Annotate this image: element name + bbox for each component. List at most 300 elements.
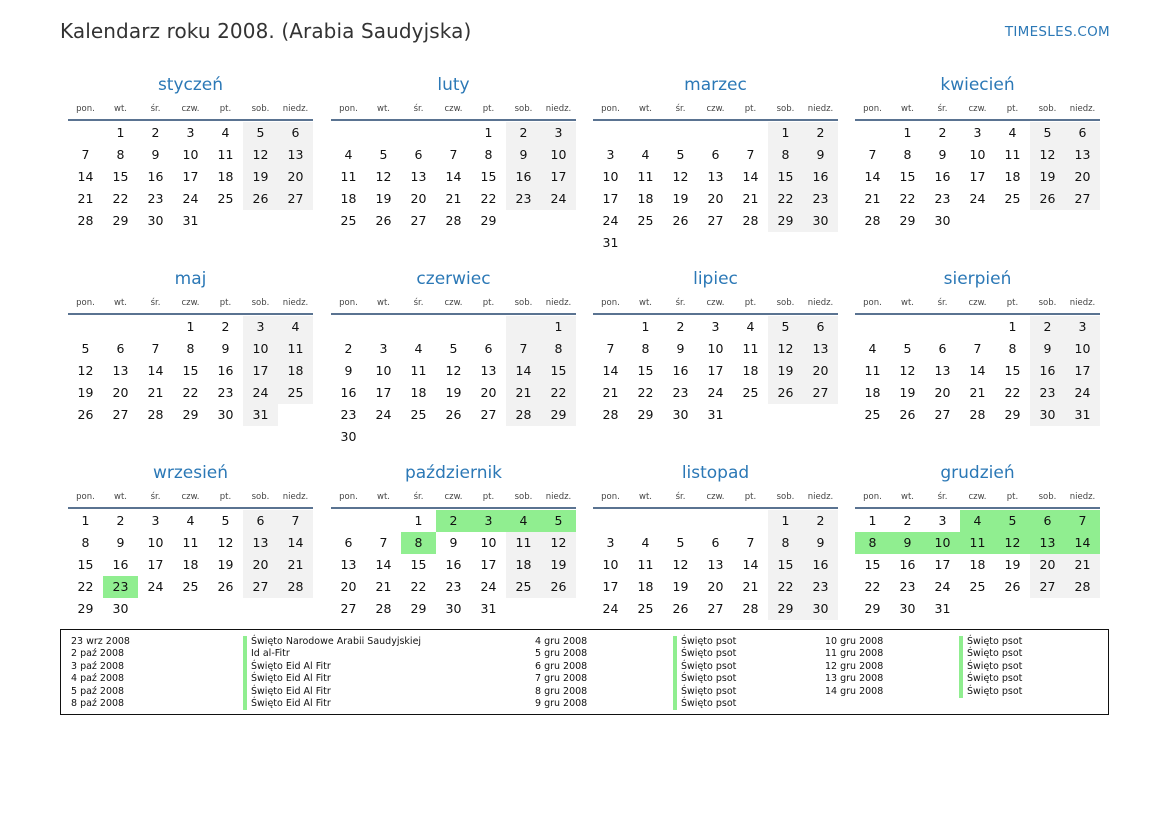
holiday-name: Święto psot xyxy=(959,648,1022,660)
day-cell: 1 xyxy=(641,319,650,334)
day-cell: 16 xyxy=(112,557,129,572)
day-cell: 10 xyxy=(602,169,619,184)
weekday-label: sob. xyxy=(1038,492,1057,502)
weekday-label: pon. xyxy=(76,298,95,308)
day-cell: 16 xyxy=(803,166,838,188)
day-cell: 7 xyxy=(1065,510,1100,532)
day-cell: 10 xyxy=(969,147,986,162)
empty-cell xyxy=(960,316,995,338)
day-cell: 8 xyxy=(903,147,912,162)
day-cell: 5 xyxy=(768,316,803,338)
weekday-label: śr. xyxy=(413,492,424,502)
day-cell: 22 xyxy=(182,385,199,400)
weekday-label: pon. xyxy=(601,104,620,114)
day-cell: 15 xyxy=(541,360,576,382)
day-cell: 26 xyxy=(1030,188,1065,210)
day-cell: 7 xyxy=(606,341,615,356)
day-cell: 31 xyxy=(707,407,724,422)
day-cell: 26 xyxy=(672,601,689,616)
day-cell: 25 xyxy=(410,407,427,422)
holiday-name: Święto Eid Al Fitr xyxy=(243,686,421,698)
day-cell: 5 xyxy=(903,341,912,356)
day-cell: 23 xyxy=(934,191,951,206)
day-cell: 2 xyxy=(803,510,838,532)
day-cell: 30 xyxy=(672,407,689,422)
empty-cell xyxy=(208,598,243,620)
weekday-label: sob. xyxy=(776,104,795,114)
empty-cell xyxy=(401,122,436,144)
day-grid xyxy=(68,121,313,232)
day-cell: 30 xyxy=(934,213,951,228)
day-cell: 12 xyxy=(217,535,234,550)
day-cell: 6 xyxy=(711,535,720,550)
day-cell: 31 xyxy=(480,601,497,616)
day-cell: 8 xyxy=(401,532,436,554)
month-name: sierpień xyxy=(943,269,1012,289)
weekday-label: sob. xyxy=(1038,298,1057,308)
day-cell: 19 xyxy=(445,385,462,400)
day-cell: 5 xyxy=(221,513,230,528)
day-cell: 2 xyxy=(1030,316,1065,338)
empty-cell xyxy=(628,122,663,144)
day-cell: 7 xyxy=(868,147,877,162)
empty-cell xyxy=(401,316,436,338)
day-cell: 1 xyxy=(414,513,423,528)
day-cell: 20 xyxy=(112,385,129,400)
day-cell: 16 xyxy=(899,557,916,572)
day-cell: 27 xyxy=(707,601,724,616)
day-cell: 8 xyxy=(186,341,195,356)
day-cell: 21 xyxy=(506,382,541,404)
day-cell: 24 xyxy=(375,407,392,422)
day-cell: 30 xyxy=(340,429,357,444)
weekday-label: niedz. xyxy=(282,104,309,114)
day-cell: 29 xyxy=(77,601,94,616)
day-cell: 1 xyxy=(484,125,493,140)
day-cell: 23 xyxy=(103,576,138,598)
day-cell: 18 xyxy=(969,557,986,572)
day-cell: 9 xyxy=(116,535,125,550)
day-cell: 28 xyxy=(602,407,619,422)
day-cell: 3 xyxy=(186,125,195,140)
empty-cell xyxy=(855,122,890,144)
day-cell: 23 xyxy=(340,407,357,422)
day-cell: 18 xyxy=(278,360,313,382)
month-name: październik xyxy=(404,463,503,483)
day-grid xyxy=(68,315,313,426)
day-grid xyxy=(593,121,838,254)
day-cell: 25 xyxy=(637,601,654,616)
holiday-date: 9 gru 2008 xyxy=(535,697,588,709)
day-grid xyxy=(331,509,576,620)
day-cell: 22 xyxy=(768,188,803,210)
day-cell: 30 xyxy=(803,210,838,232)
day-cell: 5 xyxy=(995,510,1030,532)
day-cell: 24 xyxy=(182,191,199,206)
day-cell: 13 xyxy=(410,169,427,184)
day-cell: 24 xyxy=(707,385,724,400)
day-cell: 17 xyxy=(147,557,164,572)
weekday-header xyxy=(331,488,576,509)
weekday-label: pon. xyxy=(339,492,358,502)
day-cell: 23 xyxy=(147,191,164,206)
weekday-label: pon. xyxy=(863,298,882,308)
empty-cell xyxy=(366,510,401,532)
day-cell: 14 xyxy=(77,169,94,184)
day-cell: 29 xyxy=(637,407,654,422)
day-cell: 27 xyxy=(1065,188,1100,210)
day-cell: 18 xyxy=(742,363,759,378)
weekday-label: niedz. xyxy=(807,298,834,308)
weekday-label: sob. xyxy=(514,104,533,114)
day-cell: 29 xyxy=(768,210,803,232)
day-cell: 27 xyxy=(1030,576,1065,598)
month-calendar xyxy=(855,459,1100,620)
day-cell: 16 xyxy=(672,363,689,378)
weekday-label: śr. xyxy=(937,298,948,308)
day-cell: 21 xyxy=(742,191,759,206)
weekday-label: wt. xyxy=(901,298,914,308)
day-cell: 7 xyxy=(81,147,90,162)
day-cell: 1 xyxy=(541,316,576,338)
day-cell: 9 xyxy=(676,341,685,356)
day-cell: 11 xyxy=(742,341,759,356)
weekday-label: pon. xyxy=(339,104,358,114)
weekday-label: wt. xyxy=(377,104,390,114)
empty-cell xyxy=(331,122,366,144)
day-cell: 4 xyxy=(746,319,755,334)
weekday-label: wt. xyxy=(901,492,914,502)
day-cell: 20 xyxy=(1030,554,1065,576)
day-cell: 14 xyxy=(602,363,619,378)
day-grid xyxy=(593,315,838,426)
empty-cell xyxy=(803,232,838,254)
day-cell: 11 xyxy=(1004,147,1021,162)
day-cell: 21 xyxy=(445,191,462,206)
month-name: marzec xyxy=(684,75,747,95)
month-calendar xyxy=(593,265,838,426)
holiday-date: 23 wrz 2008 xyxy=(71,636,130,647)
day-cell: 22 xyxy=(637,385,654,400)
weekday-label: sob. xyxy=(1038,104,1057,114)
weekday-label: wt. xyxy=(377,492,390,502)
day-cell: 23 xyxy=(506,188,541,210)
day-cell: 4 xyxy=(641,535,650,550)
day-cell: 3 xyxy=(541,122,576,144)
weekday-label: wt. xyxy=(639,298,652,308)
holiday-name: Święto psot xyxy=(959,673,1022,685)
weekday-label: pon. xyxy=(863,104,882,114)
weekday-label: czw. xyxy=(181,492,200,502)
day-cell: 5 xyxy=(541,510,576,532)
day-cell: 28 xyxy=(742,213,759,228)
day-cell: 2 xyxy=(676,319,685,334)
month-name: czerwiec xyxy=(416,269,491,289)
day-cell: 31 xyxy=(602,235,619,250)
day-cell: 4 xyxy=(414,341,423,356)
day-cell: 5 xyxy=(676,147,685,162)
day-cell: 10 xyxy=(182,147,199,162)
holiday-date: 4 gru 2008 xyxy=(535,636,588,647)
day-cell: 30 xyxy=(899,601,916,616)
day-cell: 4 xyxy=(641,147,650,162)
empty-cell xyxy=(68,122,103,144)
day-cell: 29 xyxy=(1004,407,1021,422)
day-cell: 12 xyxy=(77,363,94,378)
day-cell: 4 xyxy=(186,513,195,528)
day-cell: 11 xyxy=(278,338,313,360)
day-cell: 26 xyxy=(375,213,392,228)
month-name: luty xyxy=(437,75,470,95)
weekday-header xyxy=(593,488,838,509)
weekday-label: wt. xyxy=(114,492,127,502)
month-name: styczeń xyxy=(157,75,224,95)
day-cell: 20 xyxy=(1065,166,1100,188)
day-cell: 13 xyxy=(1065,144,1100,166)
day-grid xyxy=(855,509,1100,620)
weekday-header xyxy=(68,488,313,509)
day-cell: 14 xyxy=(147,363,164,378)
day-cell: 21 xyxy=(969,385,986,400)
holiday-date: 14 gru 2008 xyxy=(825,685,884,697)
day-grid xyxy=(68,509,313,620)
day-cell: 23 xyxy=(803,188,838,210)
day-cell: 9 xyxy=(344,363,353,378)
empty-cell xyxy=(138,598,173,620)
day-cell: 5 xyxy=(1030,122,1065,144)
day-cell: 19 xyxy=(768,360,803,382)
empty-cell xyxy=(855,316,890,338)
day-cell: 20 xyxy=(243,554,278,576)
day-cell: 22 xyxy=(541,382,576,404)
weekday-label: pt. xyxy=(219,492,232,502)
day-cell: 19 xyxy=(899,385,916,400)
day-cell: 8 xyxy=(641,341,650,356)
weekday-label: niedz. xyxy=(282,492,309,502)
day-cell: 27 xyxy=(410,213,427,228)
month-calendar xyxy=(331,71,576,232)
day-cell: 30 xyxy=(147,213,164,228)
day-cell: 28 xyxy=(375,601,392,616)
day-cell: 21 xyxy=(278,554,313,576)
day-cell: 12 xyxy=(445,363,462,378)
day-cell: 7 xyxy=(278,510,313,532)
holiday-date: 5 gru 2008 xyxy=(535,648,588,660)
day-cell: 28 xyxy=(147,407,164,422)
day-cell: 18 xyxy=(1004,169,1021,184)
day-cell: 31 xyxy=(1065,404,1100,426)
day-cell: 13 xyxy=(707,169,724,184)
weekday-label: pt. xyxy=(744,492,757,502)
day-cell: 31 xyxy=(182,213,199,228)
holiday-date: 13 gru 2008 xyxy=(825,673,884,685)
day-cell: 7 xyxy=(973,341,982,356)
day-grid xyxy=(855,315,1100,426)
holiday-date: 4 paź 2008 xyxy=(71,673,125,685)
weekday-label: wt. xyxy=(639,492,652,502)
weekday-label: niedz. xyxy=(807,104,834,114)
day-cell: 13 xyxy=(480,363,497,378)
holiday-name: Święto psot xyxy=(673,636,736,648)
day-cell: 17 xyxy=(934,557,951,572)
day-cell: 3 xyxy=(1065,316,1100,338)
day-cell: 18 xyxy=(182,557,199,572)
day-cell: 23 xyxy=(672,385,689,400)
day-cell: 18 xyxy=(506,554,541,576)
day-cell: 10 xyxy=(243,338,278,360)
day-cell: 22 xyxy=(1004,385,1021,400)
day-cell: 14 xyxy=(1065,532,1100,554)
day-cell: 3 xyxy=(151,513,160,528)
weekday-label: śr. xyxy=(937,492,948,502)
day-cell: 1 xyxy=(903,125,912,140)
day-cell: 16 xyxy=(217,363,234,378)
day-cell: 25 xyxy=(637,213,654,228)
day-cell: 25 xyxy=(340,213,357,228)
day-cell: 27 xyxy=(707,213,724,228)
empty-cell xyxy=(1065,598,1100,620)
holiday-name: Święto psot xyxy=(959,686,1022,698)
day-cell: 20 xyxy=(803,360,838,382)
day-cell: 30 xyxy=(445,601,462,616)
site-link[interactable]: TIMESLES.COM xyxy=(1004,24,1110,40)
day-cell: 8 xyxy=(855,532,890,554)
month-name: grudzień xyxy=(940,463,1015,483)
empty-cell xyxy=(506,426,541,448)
day-cell: 26 xyxy=(217,579,234,594)
month-name: lipiec xyxy=(693,269,738,289)
day-cell: 1 xyxy=(1008,319,1017,334)
weekday-label: niedz. xyxy=(1069,492,1096,502)
day-cell: 3 xyxy=(711,319,720,334)
day-cell: 12 xyxy=(375,169,392,184)
day-cell: 19 xyxy=(77,385,94,400)
empty-cell xyxy=(663,122,698,144)
day-cell: 23 xyxy=(217,385,234,400)
day-cell: 1 xyxy=(768,510,803,532)
day-cell: 25 xyxy=(864,407,881,422)
holiday-date-column xyxy=(71,636,130,710)
day-cell: 19 xyxy=(541,554,576,576)
weekday-label: pon. xyxy=(76,492,95,502)
empty-cell xyxy=(698,510,733,532)
day-cell: 25 xyxy=(278,382,313,404)
weekday-label: sob. xyxy=(776,298,795,308)
day-cell: 11 xyxy=(506,532,541,554)
holiday-date: 8 paź 2008 xyxy=(71,697,125,709)
day-cell: 7 xyxy=(506,338,541,360)
day-cell: 29 xyxy=(899,213,916,228)
day-cell: 14 xyxy=(864,169,881,184)
day-cell: 18 xyxy=(410,385,427,400)
empty-cell xyxy=(995,210,1030,232)
empty-cell xyxy=(208,210,243,232)
empty-cell xyxy=(803,404,838,426)
weekday-label: pon. xyxy=(601,298,620,308)
day-cell: 15 xyxy=(899,169,916,184)
day-cell: 22 xyxy=(112,191,129,206)
empty-cell xyxy=(278,598,313,620)
day-cell: 10 xyxy=(1065,338,1100,360)
empty-cell xyxy=(1065,210,1100,232)
day-cell: 9 xyxy=(449,535,458,550)
weekday-label: pt. xyxy=(482,492,495,502)
month-name: maj xyxy=(174,269,207,289)
day-cell: 27 xyxy=(278,188,313,210)
day-cell: 19 xyxy=(243,166,278,188)
day-cell: 16 xyxy=(934,169,951,184)
day-cell: 20 xyxy=(480,385,497,400)
holiday-date: 6 gru 2008 xyxy=(535,660,588,672)
empty-cell xyxy=(593,122,628,144)
holiday-date: 2 paź 2008 xyxy=(71,648,125,660)
day-cell: 11 xyxy=(637,557,654,572)
weekday-label: czw. xyxy=(181,298,200,308)
day-cell: 15 xyxy=(77,557,94,572)
day-cell: 16 xyxy=(803,554,838,576)
weekday-label: wt. xyxy=(114,104,127,114)
empty-cell xyxy=(366,426,401,448)
day-cell: 9 xyxy=(1030,338,1065,360)
day-cell: 16 xyxy=(340,385,357,400)
empty-cell xyxy=(173,598,208,620)
day-cell: 23 xyxy=(803,576,838,598)
day-cell: 15 xyxy=(182,363,199,378)
weekday-label: czw. xyxy=(968,492,987,502)
holiday-date: 12 gru 2008 xyxy=(825,660,884,672)
day-cell: 1 xyxy=(116,125,125,140)
day-cell: 11 xyxy=(637,169,654,184)
holiday-name-column xyxy=(673,636,736,710)
empty-cell xyxy=(278,210,313,232)
weekday-label: pt. xyxy=(1006,104,1019,114)
holiday-date: 5 paź 2008 xyxy=(71,685,125,697)
day-cell: 14 xyxy=(742,557,759,572)
day-cell: 17 xyxy=(1065,360,1100,382)
day-cell: 10 xyxy=(707,341,724,356)
holiday-name: Święto Eid Al Fitr xyxy=(243,661,421,673)
day-cell: 17 xyxy=(541,166,576,188)
day-cell: 12 xyxy=(541,532,576,554)
day-cell: 24 xyxy=(602,213,619,228)
day-cell: 22 xyxy=(768,576,803,598)
day-cell: 5 xyxy=(243,122,278,144)
holiday-name-column xyxy=(959,636,1022,698)
day-cell: 25 xyxy=(182,579,199,594)
day-cell: 8 xyxy=(116,147,125,162)
day-cell: 10 xyxy=(480,535,497,550)
day-cell: 19 xyxy=(1004,557,1021,572)
day-cell: 2 xyxy=(903,513,912,528)
empty-cell xyxy=(698,232,733,254)
empty-cell xyxy=(1030,210,1065,232)
holiday-date: 7 gru 2008 xyxy=(535,673,588,685)
empty-cell xyxy=(733,404,768,426)
day-cell: 3 xyxy=(938,513,947,528)
day-cell: 15 xyxy=(410,557,427,572)
day-cell: 20 xyxy=(934,385,951,400)
weekday-label: wt. xyxy=(114,298,127,308)
empty-cell xyxy=(768,232,803,254)
weekday-label: sob. xyxy=(251,298,270,308)
day-cell: 19 xyxy=(672,579,689,594)
weekday-label: niedz. xyxy=(807,492,834,502)
empty-cell xyxy=(436,426,471,448)
day-cell: 4 xyxy=(221,125,230,140)
day-cell: 9 xyxy=(803,532,838,554)
day-cell: 30 xyxy=(1030,404,1065,426)
day-cell: 6 xyxy=(116,341,125,356)
